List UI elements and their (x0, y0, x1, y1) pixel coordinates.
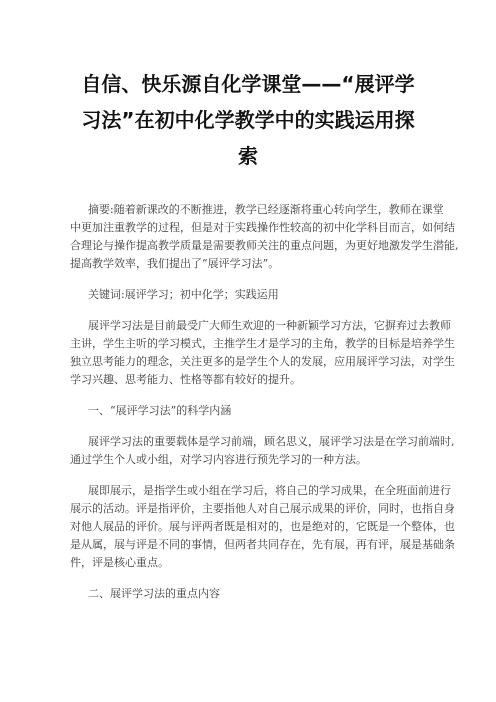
section1-para1-line-1: 展评学习法的重要载体是学习前端，顾名思义，展评学习法是在学习前端时, (88, 435, 455, 448)
intro-line-3: 独立思考能力的理念，关注更多的是学生个人的发展，应用展评学习法，对学生 (70, 355, 455, 368)
keywords-line: 关键词:展评学习；初中化学；实践运用 (88, 288, 279, 301)
section1-para2-line-3: 对他人展品的评价。展与评两者既是相对的，也是绝对的，它既是一个整体，也 (70, 520, 455, 533)
title-line-2: 习法”在初中化学教学中的实践运用探 (81, 108, 415, 132)
section2-heading: 二、展评学习法的重点内容 (88, 587, 220, 600)
section1-para2-line-1: 展即展示，是指学生或小组在学习后，将自己的学习成果，在全班面前进行 (88, 484, 451, 497)
abstract-line-2: 中更加注重教学的过程，但是对于实践操作性较高的初中化学科目而言，如何结 (70, 221, 455, 234)
intro-line-1: 展评学习法是目前最受广大师生欢迎的一种新颖学习方法，它摒弃过去教师 (88, 319, 451, 332)
section1-para2-line-2: 展示的活动。评是指评价，主要指他人对自己展示成果的评价，同时，也指自身 (70, 502, 455, 515)
section1-para1-line-2: 通过学生个人或小组，对学习内容进行预先学习的一种方法。 (70, 453, 367, 466)
title-line-1: 自信、快乐源自化学课堂——“展评学 (81, 72, 415, 96)
title-line-3: 索 (238, 144, 258, 168)
abstract-line-3: 合理论与操作提高教学质量是需要教师关注的重点问题，为更好地激发学生潜能, (70, 239, 459, 252)
document-title (60, 66, 436, 174)
section1-para2-line-5: 件，评是核心重点。 (70, 556, 169, 569)
abstract-line-4: 提高教学效率，我们提出了“展评学习法”。 (70, 257, 280, 270)
section1-para2-line-4: 是从属，展与评是不同的事情，但两者共同存在，先有展，再有评，展是基础条 (70, 538, 455, 551)
intro-line-2: 主讲，学生主听的学习模式，主推学生才是学习的主角，教学的目标是培养学生 (70, 337, 455, 350)
section1-heading: 一、“展评学习法”的科学内涵 (88, 404, 232, 417)
intro-line-4: 学习兴趣、思考能力、性格等都有较好的提升。 (70, 373, 301, 386)
abstract-line-1: 摘要:随着新课改的不断推进，教学已经逐渐将重心转向学生，教师在课堂 (88, 203, 444, 216)
